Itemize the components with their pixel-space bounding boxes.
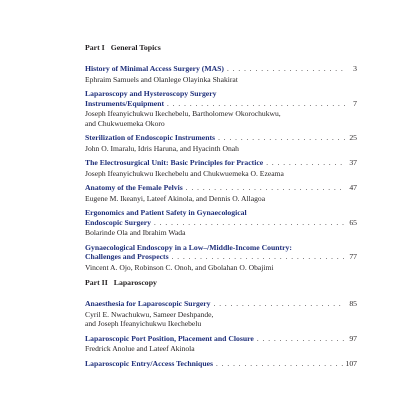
part-heading (85, 43, 357, 53)
chapter-authors: Joseph Ifeanyichukwu Ikechebelu and Chukwuemeka O. Ezeama (85, 168, 284, 178)
part-title: Laparoscopy (113, 278, 157, 288)
chapter-title-line[interactable] (85, 89, 357, 99)
page-number[interactable]: 25 (349, 133, 357, 142)
chapter-authors: Cyril E. Nwachukwu, Sameer Deshpande, (85, 309, 214, 319)
toc-entry[interactable] (85, 183, 357, 203)
chapter-title-line[interactable] (85, 334, 357, 345)
page-number[interactable]: 77 (349, 252, 357, 262)
table-of-contents (85, 43, 357, 374)
toc-entry[interactable] (85, 299, 357, 328)
part-label: Part II (85, 278, 108, 288)
chapter-title[interactable]: Challenges and Prospects (85, 252, 169, 262)
chapter-title-line[interactable] (85, 133, 357, 144)
part-title: General Topics (110, 43, 161, 52)
chapter-title[interactable]: Instruments/Equipment (85, 98, 165, 108)
part-heading (85, 278, 357, 288)
chapter-authors: Bolarinde Ola and Ibrahim Wada (85, 228, 186, 238)
chapter-title[interactable]: The Electrosurgical Unit: Basic Principles for Practice (85, 158, 264, 167)
chapter-title[interactable]: Anaesthesia for Laparoscopic Surgery (85, 299, 211, 309)
toc-entry[interactable] (85, 133, 357, 153)
chapter-authors: Eugene M. Ikeanyi, Lateef Akinola, and Dennis O. Allagoa (85, 193, 266, 203)
chapter-title[interactable]: Anatomy of the Female Pelvis (85, 183, 183, 192)
chapter-title[interactable]: Gynaecological Endoscopy in a Low–/Middle-Income Country: (85, 242, 292, 252)
page-number[interactable]: 47 (349, 183, 357, 192)
dot-leader (167, 100, 345, 110)
page-number[interactable]: 65 (349, 217, 357, 227)
chapter-title-line[interactable] (85, 183, 357, 194)
chapter-authors: John O. Imaralu, Idris Haruna, and Hyacinth Onah (85, 143, 239, 153)
chapter-authors: and Chukwuemeka Okoro (85, 118, 165, 128)
toc-entry[interactable] (85, 334, 357, 354)
page-number[interactable]: 7 (353, 98, 357, 108)
chapter-title[interactable]: Laparoscopy and Hysteroscopy Surgery (85, 89, 217, 98)
dot-leader (227, 65, 345, 75)
dot-leader (257, 335, 345, 345)
chapter-title[interactable]: Ergonomics and Patient Safety in Gynaecological (85, 208, 247, 217)
dot-leader (154, 219, 345, 229)
chapter-title-line[interactable] (85, 158, 357, 169)
toc-entry[interactable] (85, 89, 357, 128)
dot-leader (266, 159, 345, 169)
chapter-title[interactable]: Laparoscopic Port Position, Placement and Closure (85, 333, 254, 343)
chapter-authors: Joseph Ifeanyichukwu Ikechebelu, Bartholomew Okorochukwu, (85, 109, 281, 119)
part-label: Part I (85, 43, 105, 52)
chapter-authors: Ephraim Samuels and Olanlege Olayinka Shakirat (85, 74, 238, 84)
chapter-title[interactable]: Endoscopic Surgery (85, 217, 151, 227)
page-number[interactable]: 85 (349, 299, 357, 309)
chapter-title-line[interactable] (85, 243, 357, 253)
toc-entry[interactable] (85, 208, 357, 238)
page-number[interactable]: 97 (349, 333, 357, 343)
chapter-title-line[interactable] (85, 218, 357, 229)
chapter-title[interactable]: Sterilization of Endoscopic Instruments (85, 133, 216, 142)
toc-entry[interactable] (85, 359, 357, 370)
chapter-title-line[interactable] (85, 64, 357, 75)
toc-entry[interactable] (85, 243, 357, 273)
chapter-title-line[interactable] (85, 359, 357, 370)
dot-leader (172, 253, 345, 263)
dot-leader (216, 360, 343, 370)
toc-entry[interactable] (85, 158, 357, 178)
page-number[interactable]: 107 (345, 358, 357, 368)
chapter-title-line[interactable] (85, 208, 357, 218)
chapter-title[interactable]: Laparoscopic Entry/Access Techniques (85, 358, 213, 368)
chapter-authors: Fredrick Anolue and Lateef Akinola (85, 344, 195, 354)
toc-entry[interactable] (85, 64, 357, 84)
dot-leader (218, 134, 345, 144)
chapter-authors: Vincent A. Ojo, Robinson C. Onoh, and Gbolahan O. Obajimi (85, 262, 274, 272)
chapter-title-line[interactable] (85, 299, 357, 310)
chapter-title-line[interactable] (85, 99, 357, 110)
dot-leader (186, 184, 345, 194)
chapter-title-line[interactable] (85, 252, 357, 263)
page-number[interactable]: 37 (349, 158, 357, 167)
dot-leader (214, 300, 346, 310)
chapter-title[interactable]: History of Minimal Access Surgery (MAS) (85, 64, 224, 73)
chapter-authors: and Joseph Ifeanyichukwu Ikechebelu (85, 319, 202, 329)
page-number[interactable]: 3 (353, 64, 357, 73)
